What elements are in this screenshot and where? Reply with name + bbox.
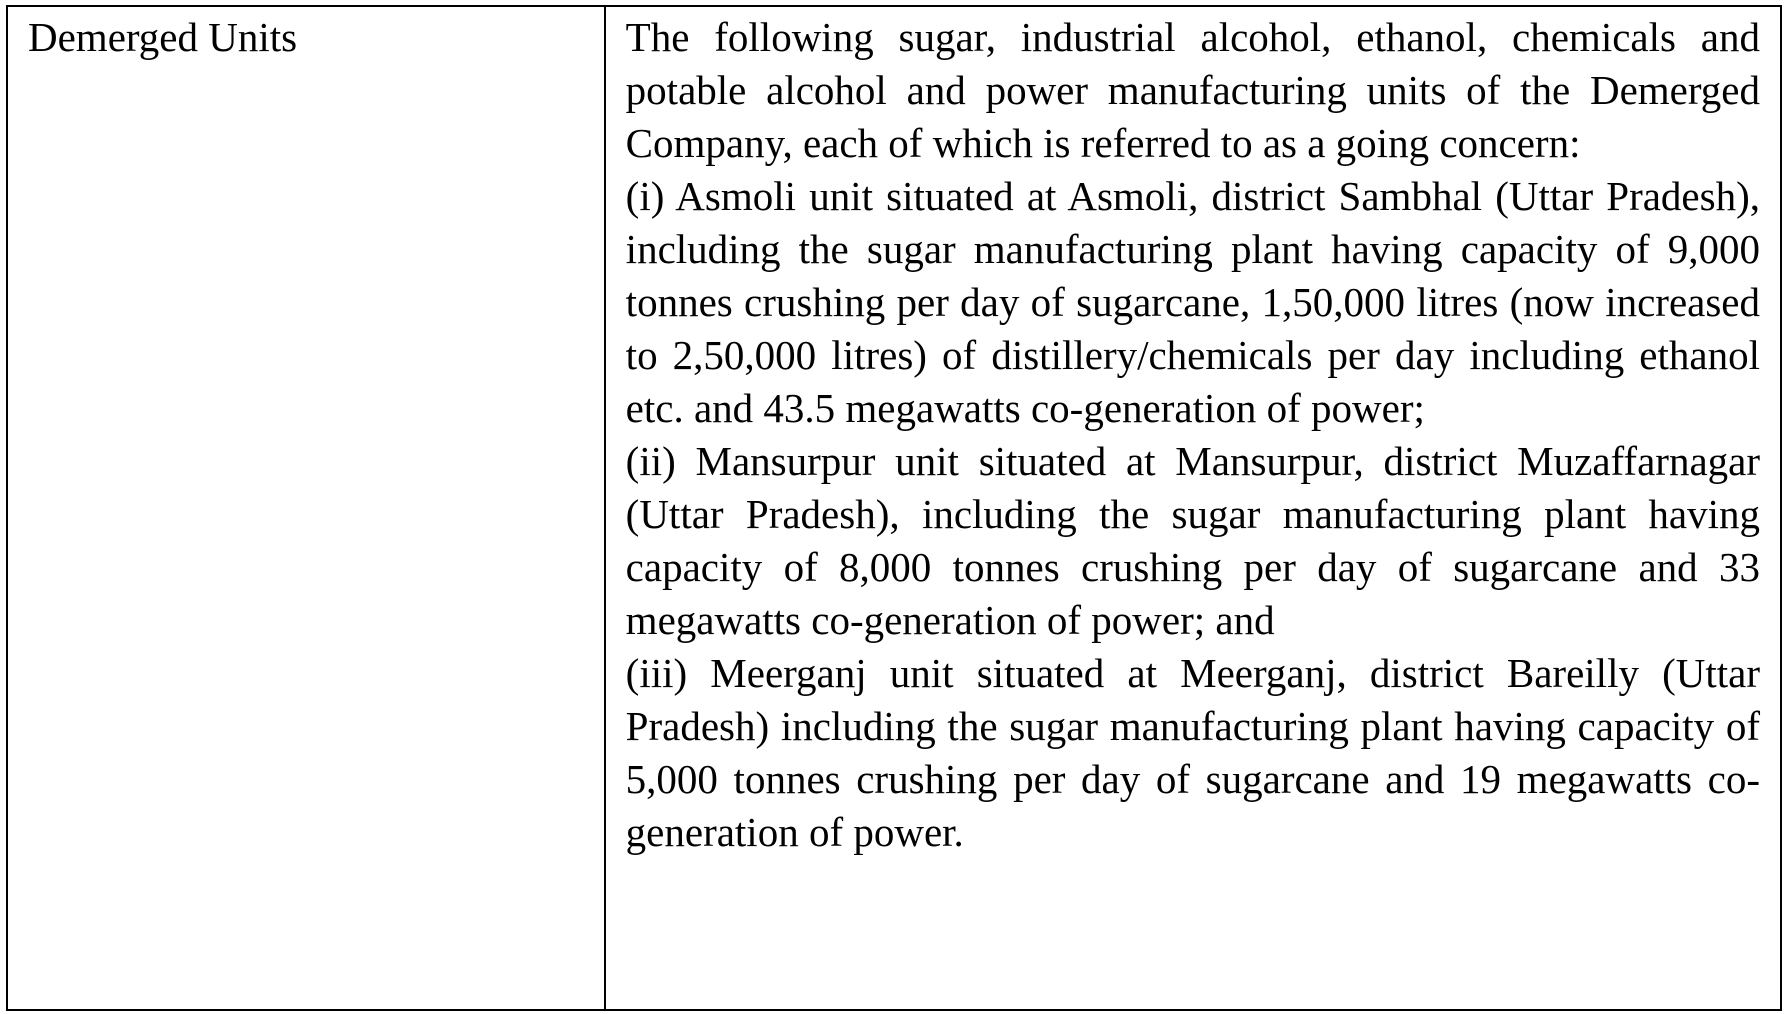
definitions-table	[6, 5, 1782, 1011]
term-cell	[7, 6, 605, 1010]
definition-item-meerganj: (iii) Meerganj unit situated at Meerganj, district Bareilly (Uttar Pradesh) including the sugar manufacturing plant having capacity of 5,000 tonnes crushing per day of sugarcane and 19 megawatts co-generation of power.	[625, 650, 1760, 855]
definition-cell	[605, 6, 1781, 1010]
definition-item-mansurpur: (ii) Mansurpur unit situated at Mansurpur, district Muzaffarnagar (Uttar Pradesh), including the sugar manufacturing plant having capacity of 8,000 tonnes crushing per day of sugarcane and 33 megawatts co-generation of power; and	[625, 438, 1760, 643]
term-label: Demerged Units	[28, 14, 298, 60]
definition-intro: The following sugar, industrial alcohol, ethanol, chemicals and potable alcohol and power manufacturing units of the Demerged Company, each of which is referred to as a going concern:	[625, 14, 1760, 166]
table-row	[7, 6, 1781, 1010]
definition-item-asmoli: (i) Asmoli unit situated at Asmoli, district Sambhal (Uttar Pradesh), including the sugar manufacturing plant having capacity of 9,000 tonnes crushing per day of sugarcane, 1,50,000 litres (now increased to 2,50,000 litres) of distillery/chemicals per day including ethanol etc. and 43.5 megawatts co-generation of power;	[625, 173, 1760, 431]
definition-text	[606, 7, 1780, 859]
